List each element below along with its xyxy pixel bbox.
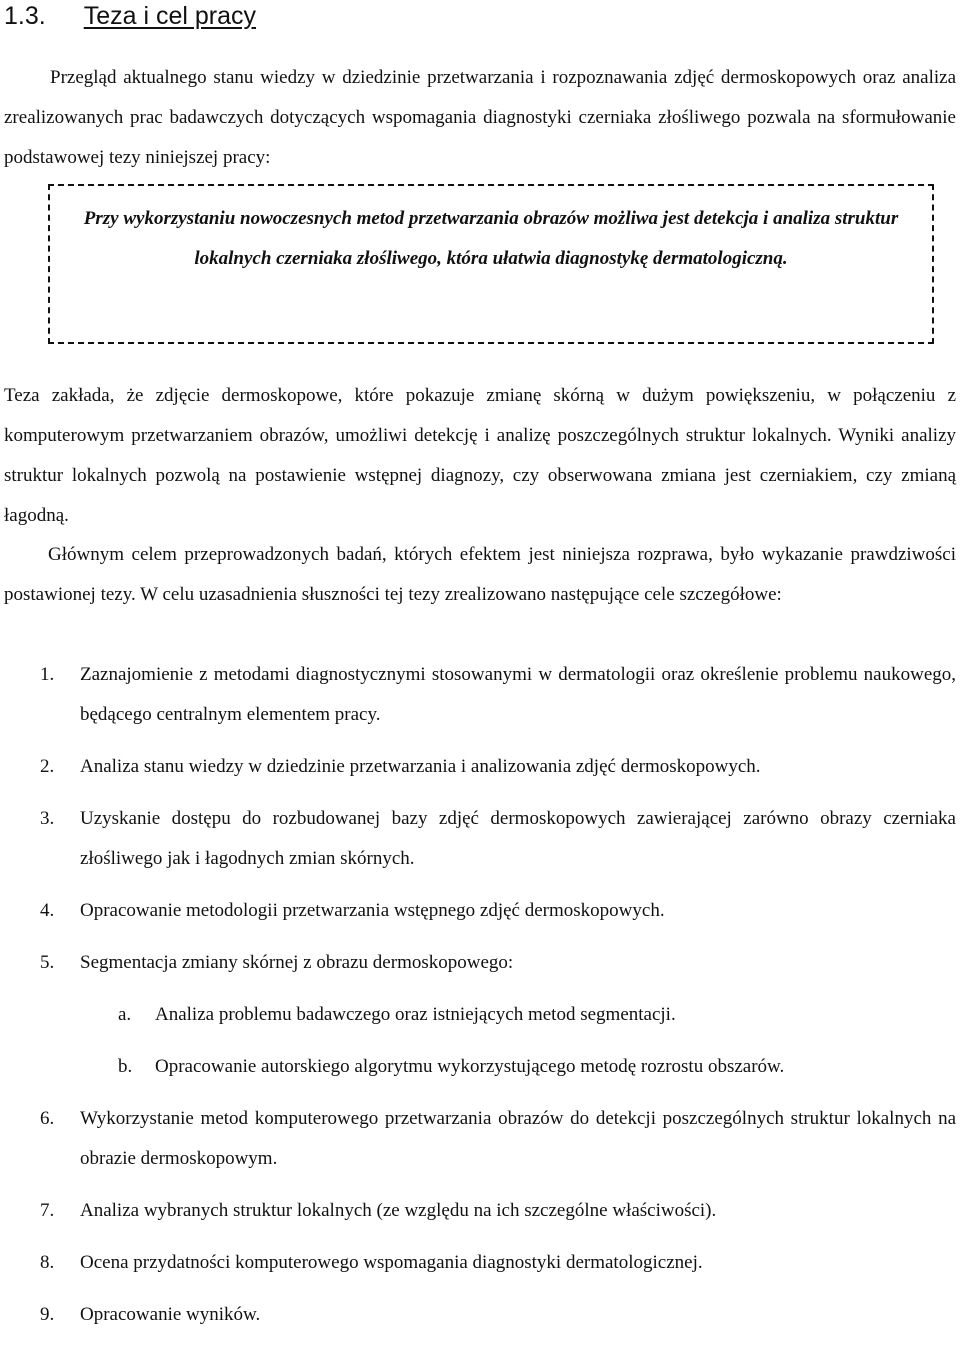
list-item — [0, 1295, 960, 1335]
list-item — [0, 891, 960, 931]
list-item-number: 5. — [40, 952, 55, 973]
list-item-text: Opracowanie wyników. — [80, 1304, 261, 1325]
thesis-explanation-paragraph: Teza zakłada, że zdjęcie dermoskopowe, które pokazuje zmianę skórną w dużym powiększeniu, w połączeniu z komputerowym przetwarzaniem obrazów, umożliwi detekcję i analizę poszczególnych struktur lokalnych. Wyniki analizy struktur lokalnych pozwolą na postawienie wstępnej diagnozy, czy obserwowana zmiana jest czerniakiem, czy zmianą łagodną. — [4, 385, 956, 526]
goals-list — [0, 655, 960, 1347]
list-item-number: 3. — [40, 808, 55, 829]
thesis-text: Przy wykorzystaniu nowoczesnych metod przetwarzania obrazów możliwa jest detekcja i analiza struktur lokalnych czerniaka złośliwego, która ułatwia diagnostykę dermatologiczną. — [83, 208, 899, 269]
list-item-text: Segmentacja zmiany skórnej z obrazu dermoskopowego: — [80, 952, 514, 973]
list-item-text: Ocena przydatności komputerowego wspomagania diagnostyki dermatologicznej. — [80, 1252, 703, 1273]
list-item — [0, 1191, 960, 1231]
section-heading — [0, 0, 256, 34]
list-item — [0, 747, 960, 787]
sub-list-item — [0, 995, 960, 1035]
list-item — [0, 1243, 960, 1283]
section-title: Teza i cel pracy — [83, 2, 256, 30]
list-item-text: Opracowanie metodologii przetwarzania wstępnego zdjęć dermoskopowych. — [80, 900, 665, 921]
list-item-number: 2. — [40, 756, 55, 777]
section-number: 1.3. — [4, 2, 46, 30]
sub-list-item-letter: a. — [118, 1004, 132, 1025]
list-item-text: Wykorzystanie metod komputerowego przetwarzania obrazów do detekcji poszczególnych struktur lokalnych na obrazie dermoskopowym. — [80, 1108, 956, 1169]
list-item-text: Analiza stanu wiedzy w dziedzinie przetwarzania i analizowania zdjęć dermoskopowych. — [80, 756, 761, 777]
sub-list-item — [0, 1047, 960, 1087]
list-item-text: Uzyskanie dostępu do rozbudowanej bazy zdjęć dermoskopowych zawierającej zarówno obrazy czerniaka złośliwego jak i łagodnych zmian skórnych. — [80, 808, 956, 869]
thesis-box — [48, 184, 934, 344]
list-item — [0, 1099, 960, 1179]
list-item-number: 1. — [40, 664, 55, 685]
list-item-number: 9. — [40, 1304, 55, 1325]
list-item-number: 8. — [40, 1252, 55, 1273]
sub-list-item-text: Analiza problemu badawczego oraz istniejących metod segmentacji. — [155, 1004, 676, 1025]
list-item — [0, 943, 960, 1087]
list-item — [0, 655, 960, 735]
goals-intro-paragraph: Głównym celem przeprowadzonych badań, których efektem jest niniejsza rozprawa, było wykazanie prawdziwości postawionej tezy. W celu uzasadnienia słuszności tej tezy zrealizowano następujące cele szczegółowe: — [4, 544, 956, 605]
sub-list-item-letter: b. — [118, 1056, 133, 1077]
list-item — [0, 799, 960, 879]
list-item-number: 6. — [40, 1108, 55, 1129]
list-item-number: 7. — [40, 1200, 55, 1221]
sub-goals-list — [0, 995, 960, 1087]
list-item-text: Analiza wybranych struktur lokalnych (ze względu na ich szczególne właściwości). — [80, 1200, 717, 1221]
list-item-text: Zaznajomienie z metodami diagnostycznymi stosowanymi w dermatologii oraz określenie problemu naukowego, będącego centralnym elementem pracy. — [80, 664, 956, 725]
list-item-number: 4. — [40, 900, 55, 921]
sub-list-item-text: Opracowanie autorskiego algorytmu wykorzystującego metodę rozrostu obszarów. — [155, 1056, 785, 1077]
intro-paragraph: Przegląd aktualnego stanu wiedzy w dziedzinie przetwarzania i rozpoznawania zdjęć dermoskopowych oraz analiza zrealizowanych prac badawczych dotyczących wspomagania diagnostyki czerniaka złośliwego pozwala na sformułowanie podstawowej tezy niniejszej pracy: — [4, 67, 956, 168]
